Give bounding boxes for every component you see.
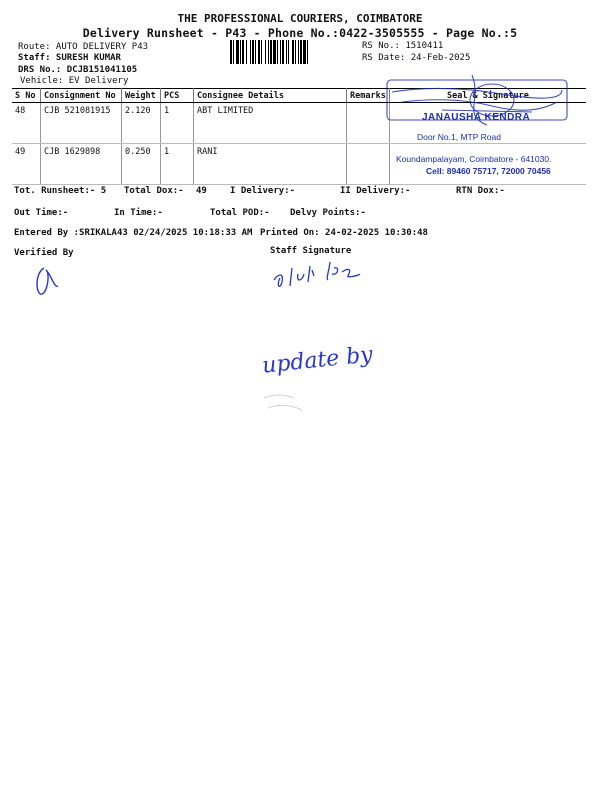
cell-consignee: ABT LIMITED (194, 103, 347, 144)
column-header: S No (12, 89, 41, 103)
verified-signature (30, 262, 70, 302)
printed-on: Printed On: 24-02-2025 10:30:48 (260, 228, 428, 238)
cell-pcs: 1 (161, 144, 194, 185)
column-header: Consignee Details (194, 89, 347, 103)
stamp-line: JANAUSHA KENDRA (422, 112, 531, 123)
seal-stamp (382, 70, 592, 190)
in-time: In Time:- (114, 208, 163, 218)
column-header: Weight (122, 89, 161, 103)
runsheet-title: Delivery Runsheet - P43 - Phone No.:0422-3505555 - Page No.:5 (82, 26, 518, 40)
entered-by: Entered By :SRIKALA43 02/24/2025 10:18:33 AM (14, 228, 253, 238)
rs-date: RS Date: 24-Feb-2025 (362, 53, 471, 63)
stamp-line: Door No.1, MTP Road (417, 132, 501, 142)
cell-sno: 49 (12, 144, 41, 185)
total-dox-value: 49 (196, 186, 207, 196)
staff-label: Staff: SURESH KUMAR (18, 53, 121, 63)
rs-number: RS No.: 1510411 (362, 41, 444, 51)
drs-number: DRS No.: DCJB151041105 (18, 65, 138, 75)
barcode-bar (308, 40, 310, 64)
stamp-line: Koundampalayam, Coimbatore - 641030. (396, 154, 552, 164)
staff-signature-label: Staff Signature (270, 246, 352, 256)
faint-impression (258, 388, 318, 420)
cell-consignee: RANI (194, 144, 347, 185)
cell-consignment: CJB 521081915 (41, 103, 122, 144)
rtn-dox: RTN Dox:- (456, 186, 505, 196)
tot-runsheet: Tot. Runsheet:- 5 (14, 186, 107, 196)
staff-signature (268, 256, 378, 296)
delvy-points: Delvy Points:- (290, 208, 366, 218)
company-name: THE PROFESSIONAL COURIERS, COIMBATORE (177, 12, 423, 25)
cell-weight: 0.250 (122, 144, 161, 185)
column-header: Consignment No (41, 89, 122, 103)
cell-consignment: CJB 1629898 (41, 144, 122, 185)
barcode (230, 40, 356, 64)
total-pod: Total POD:- (210, 208, 270, 218)
stamp-line: Cell: 89460 75717, 72000 70456 (426, 166, 551, 176)
ii-delivery: II Delivery:- (340, 186, 411, 196)
total-dox-label: Total Dox:- (124, 186, 184, 196)
verified-by-label: Verified By (14, 248, 74, 258)
vehicle-label: Vehicle: EV Delivery (20, 76, 129, 86)
out-time: Out Time:- (14, 208, 69, 218)
handwritten-note: update by (260, 342, 374, 379)
cell-pcs: 1 (161, 103, 194, 144)
i-delivery: I Delivery:- (230, 186, 296, 196)
cell-weight: 2.120 (122, 103, 161, 144)
column-header: Seal & Signature (389, 89, 586, 103)
route-label: Route: AUTO DELIVERY P43 (18, 42, 149, 52)
cell-sno: 48 (12, 103, 41, 144)
column-header: Remarks (347, 89, 390, 103)
column-header: PCS (161, 89, 194, 103)
